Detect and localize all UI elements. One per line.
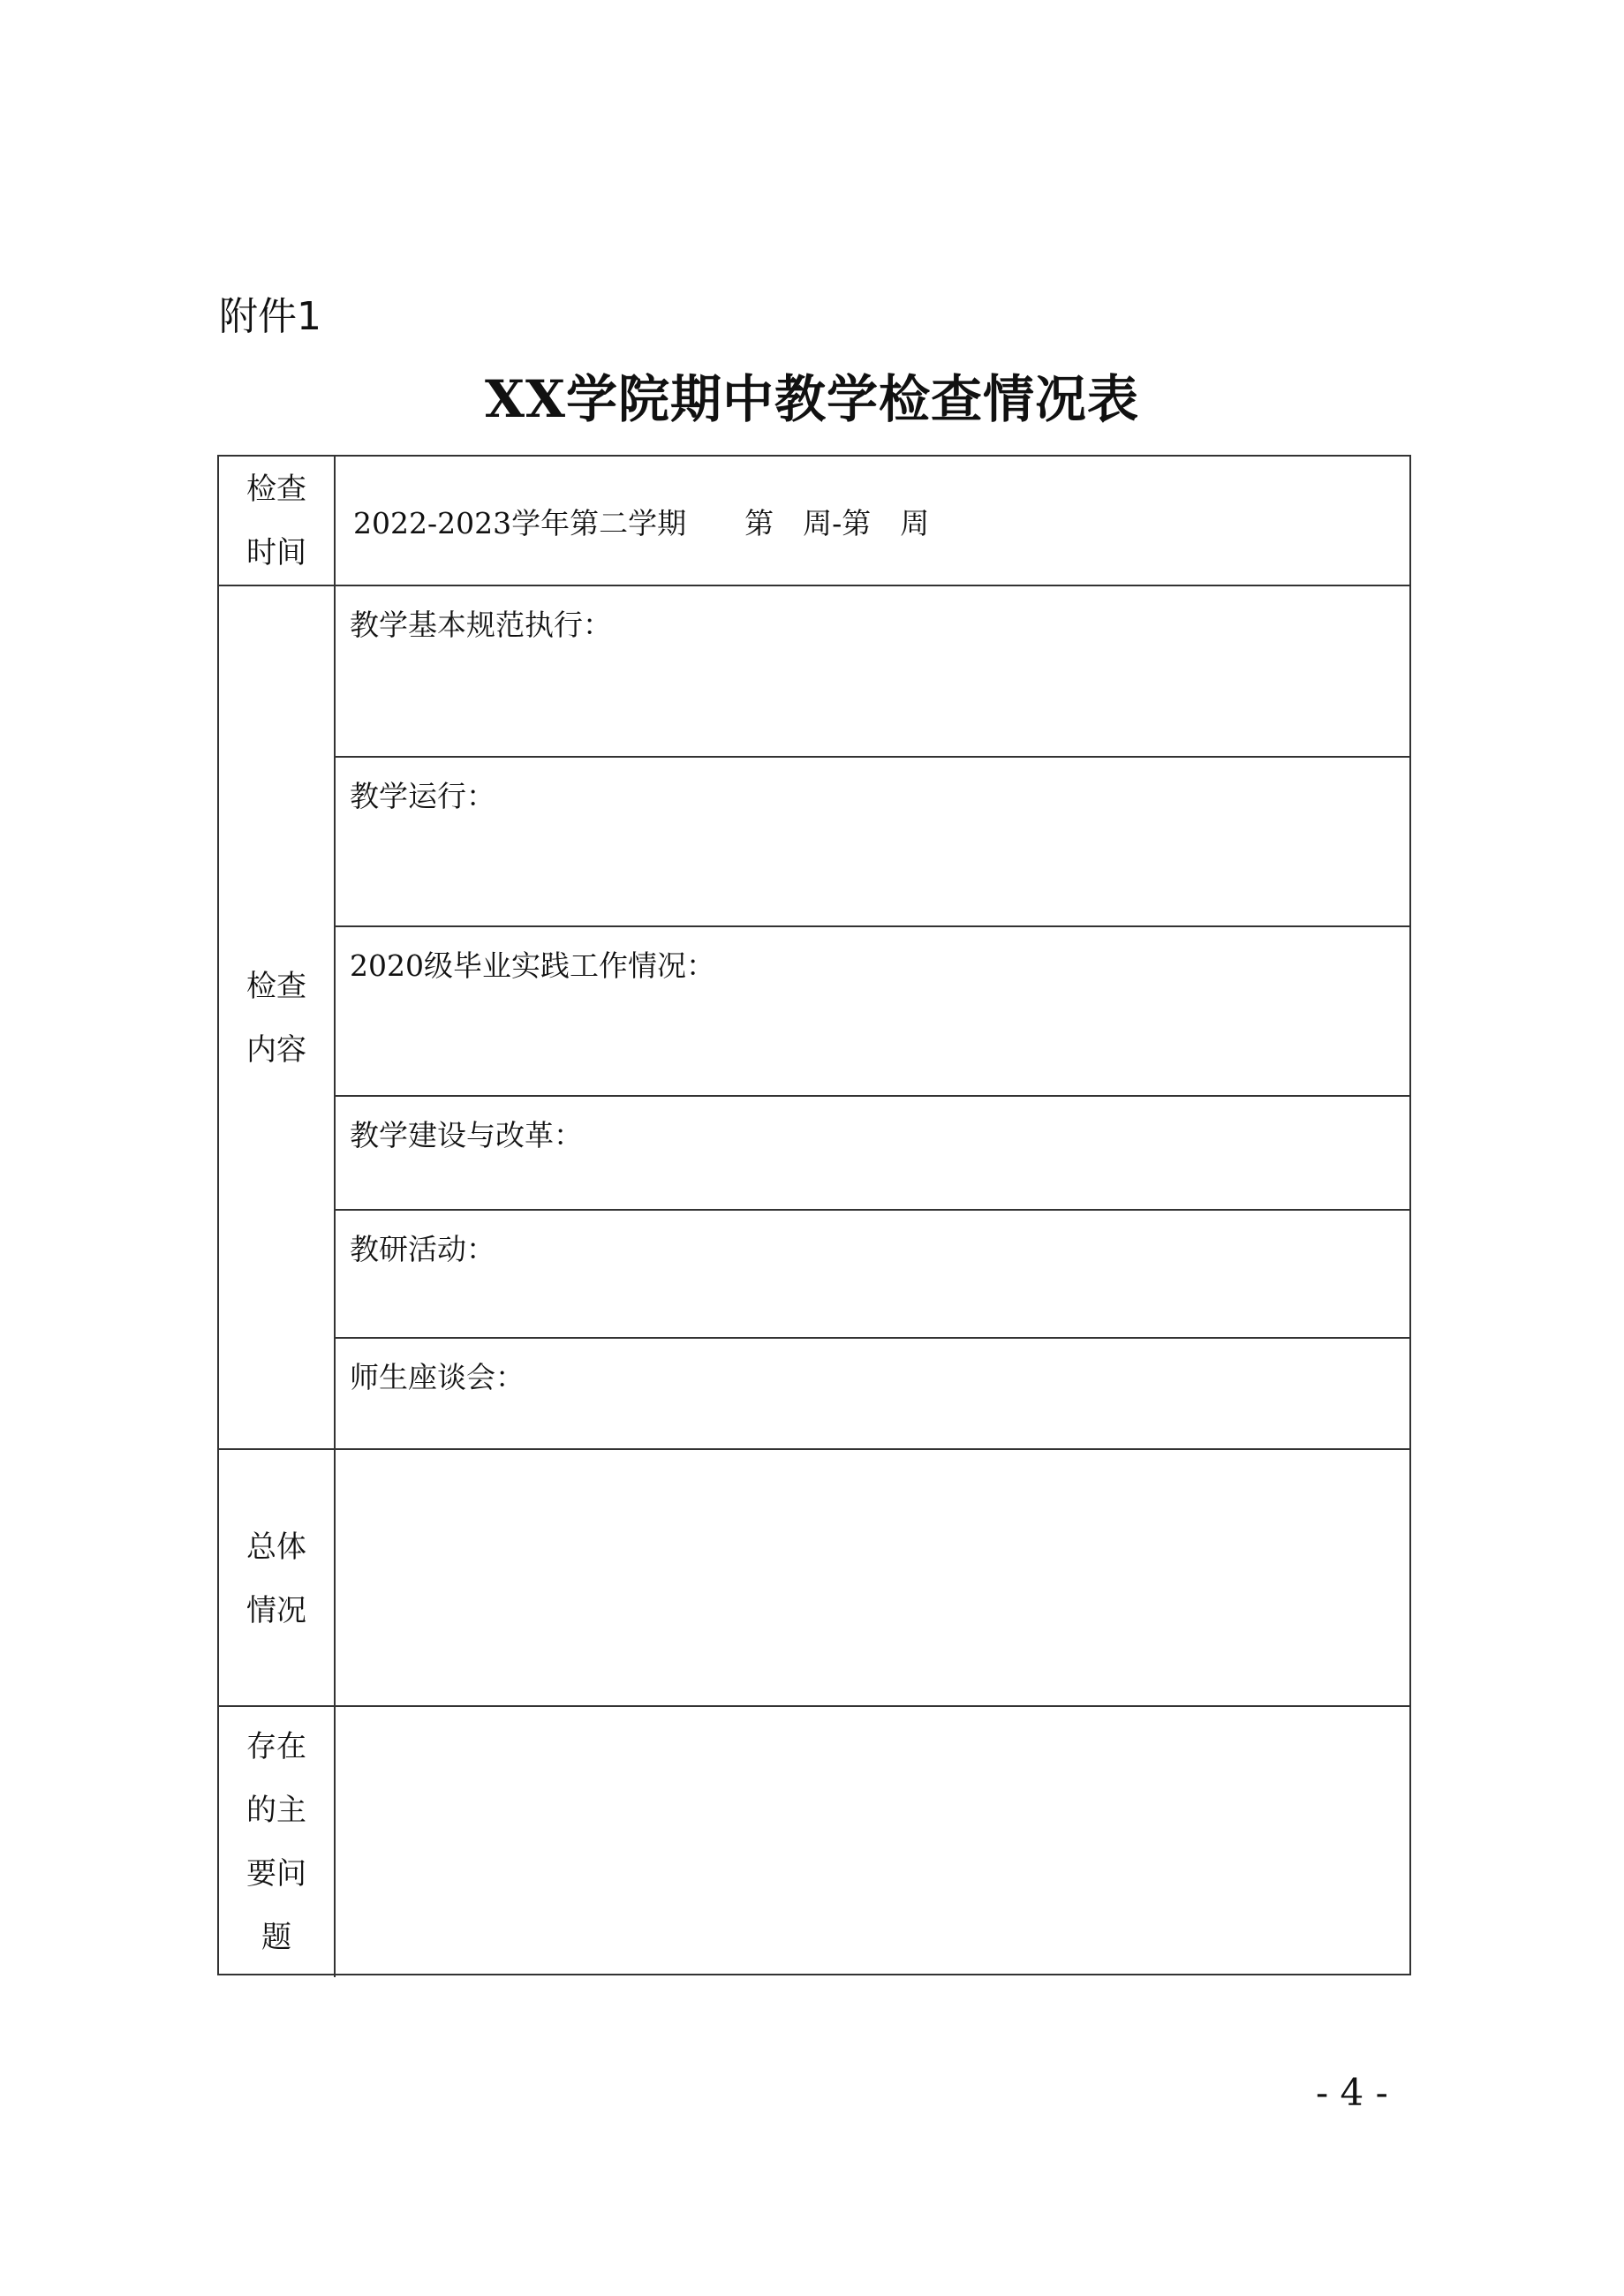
- row-inspection-content: [219, 585, 1409, 1450]
- inspection-time-cell[interactable]: [334, 457, 1409, 585]
- inspection-content-cell: [334, 586, 1409, 1450]
- content-item-teaching-reform[interactable]: [334, 1095, 1409, 1211]
- inspection-form-table: [217, 455, 1411, 1975]
- content-item-label: 2020级毕业实践工作情况：: [350, 948, 715, 983]
- inspection-content-label: 检查内容: [246, 969, 306, 1068]
- content-item-research-activities[interactable]: [334, 1209, 1409, 1339]
- content-item-label: 教学基本规范执行：: [350, 608, 612, 642]
- row-overall-situation: [219, 1448, 1409, 1707]
- main-problems-label: 存在的主要问题: [246, 1729, 306, 1955]
- row-label-cell: [219, 586, 336, 1450]
- inspection-time-label: 检查时间: [246, 471, 306, 570]
- main-problems-cell[interactable]: [334, 1707, 1409, 1977]
- content-item-graduation-practice[interactable]: [334, 925, 1409, 1097]
- page-number: - 4 -: [1316, 2071, 1388, 2114]
- row-label-cell: [219, 1707, 336, 1977]
- row-main-problems: [219, 1705, 1409, 1977]
- inspection-time-value: 2022-2023学年第二学期 第 周-第 周: [353, 506, 930, 540]
- content-item-label: 教学建设与改革：: [350, 1118, 583, 1152]
- row-label-cell: [219, 457, 336, 585]
- row-inspection-time: [219, 457, 1409, 585]
- attachment-label: 附件1: [219, 294, 321, 339]
- overall-situation-cell[interactable]: [334, 1450, 1409, 1707]
- content-item-teaching-operation[interactable]: [334, 756, 1409, 927]
- content-item-label: 师生座谈会：: [350, 1360, 525, 1394]
- overall-situation-label: 总体情况: [246, 1529, 306, 1628]
- content-item-teaching-norms[interactable]: [334, 586, 1409, 756]
- content-item-label: 教研活动：: [350, 1232, 495, 1266]
- content-item-label: 教学运行：: [350, 779, 495, 813]
- row-label-cell: [219, 1450, 336, 1707]
- form-title: XX学院期中教学检查情况表: [484, 369, 1139, 429]
- content-item-teacher-student-forum[interactable]: [334, 1337, 1409, 1452]
